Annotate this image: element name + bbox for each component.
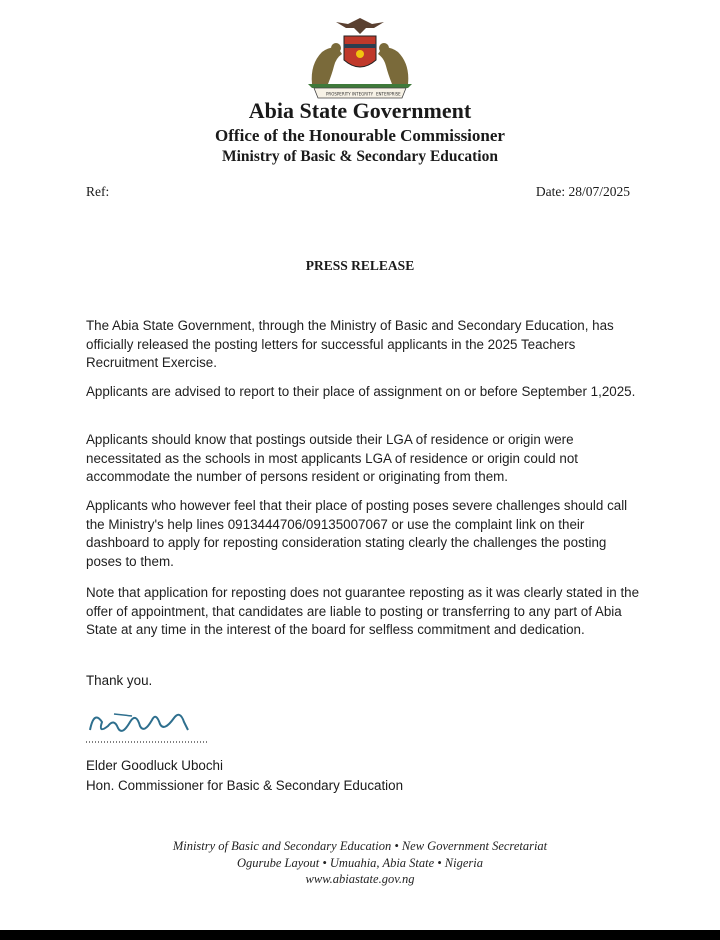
- footer-website: www.abiastate.gov.ng: [305, 872, 415, 886]
- bottom-edge-bar: [0, 930, 720, 940]
- closing-text: Thank you.: [86, 673, 153, 688]
- footer-address-line: Ogurube Layout • Umuahia, Abia State • Nigeria: [236, 856, 483, 870]
- signature-icon: [84, 700, 214, 750]
- document-date: Date: 28/07/2025: [535, 184, 630, 199]
- office-name: Office of the Honourable Commissioner: [215, 126, 505, 145]
- government-name: Abia State Government: [248, 98, 472, 123]
- body-paragraph: The Abia State Government, through the Ministry of Basic and Secondary Education, has officially released the posting letters for successful applicants in the 2025 Teachers Recruitment Exercise.: [86, 318, 614, 370]
- crest-motto-word: PROSPERITY: [326, 91, 351, 97]
- state-coat-of-arms-icon: [298, 14, 422, 100]
- ministry-name: Ministry of Basic & Secondary Education: [222, 148, 498, 165]
- body-paragraph: Applicants are advised to report to their place of assignment on or before September 1,2025.: [86, 384, 636, 399]
- reference-label: Ref:: [86, 184, 110, 199]
- crest-motto-word: INTEGRITY: [352, 91, 374, 97]
- document-title: PRESS RELEASE: [305, 258, 415, 273]
- body-paragraph: Applicants who however feel that their place of posting poses severe challenges should call the Ministry's help lines 0913444706/09135007067 or use the complaint link on their dashboard to apply for reposting consideration stating clearly the challenges the posting poses to them.: [86, 498, 628, 569]
- signer-name: Elder Goodluck Ubochi: [86, 758, 223, 773]
- body-paragraph: Applicants should know that postings outside their LGA of residence or origin were necessitated as the schools in most applicants LGA of residence or origin could not accommodate the number of persons resident or originating from them.: [86, 432, 579, 484]
- crest-motto-word: ENTERPRISE: [376, 91, 401, 97]
- signer-title: Hon. Commissioner for Basic & Secondary Education: [86, 778, 404, 793]
- body-paragraph: Note that application for reposting does not guarantee reposting as it was clearly stated in the offer of appointment, that candidates are liable to posting or transferring to any part of Abia State at any time in the interest of the board for selfless commitment and dedication.: [86, 585, 640, 637]
- footer-address-line: Ministry of Basic and Secondary Education • New Government Secretariat: [172, 839, 548, 853]
